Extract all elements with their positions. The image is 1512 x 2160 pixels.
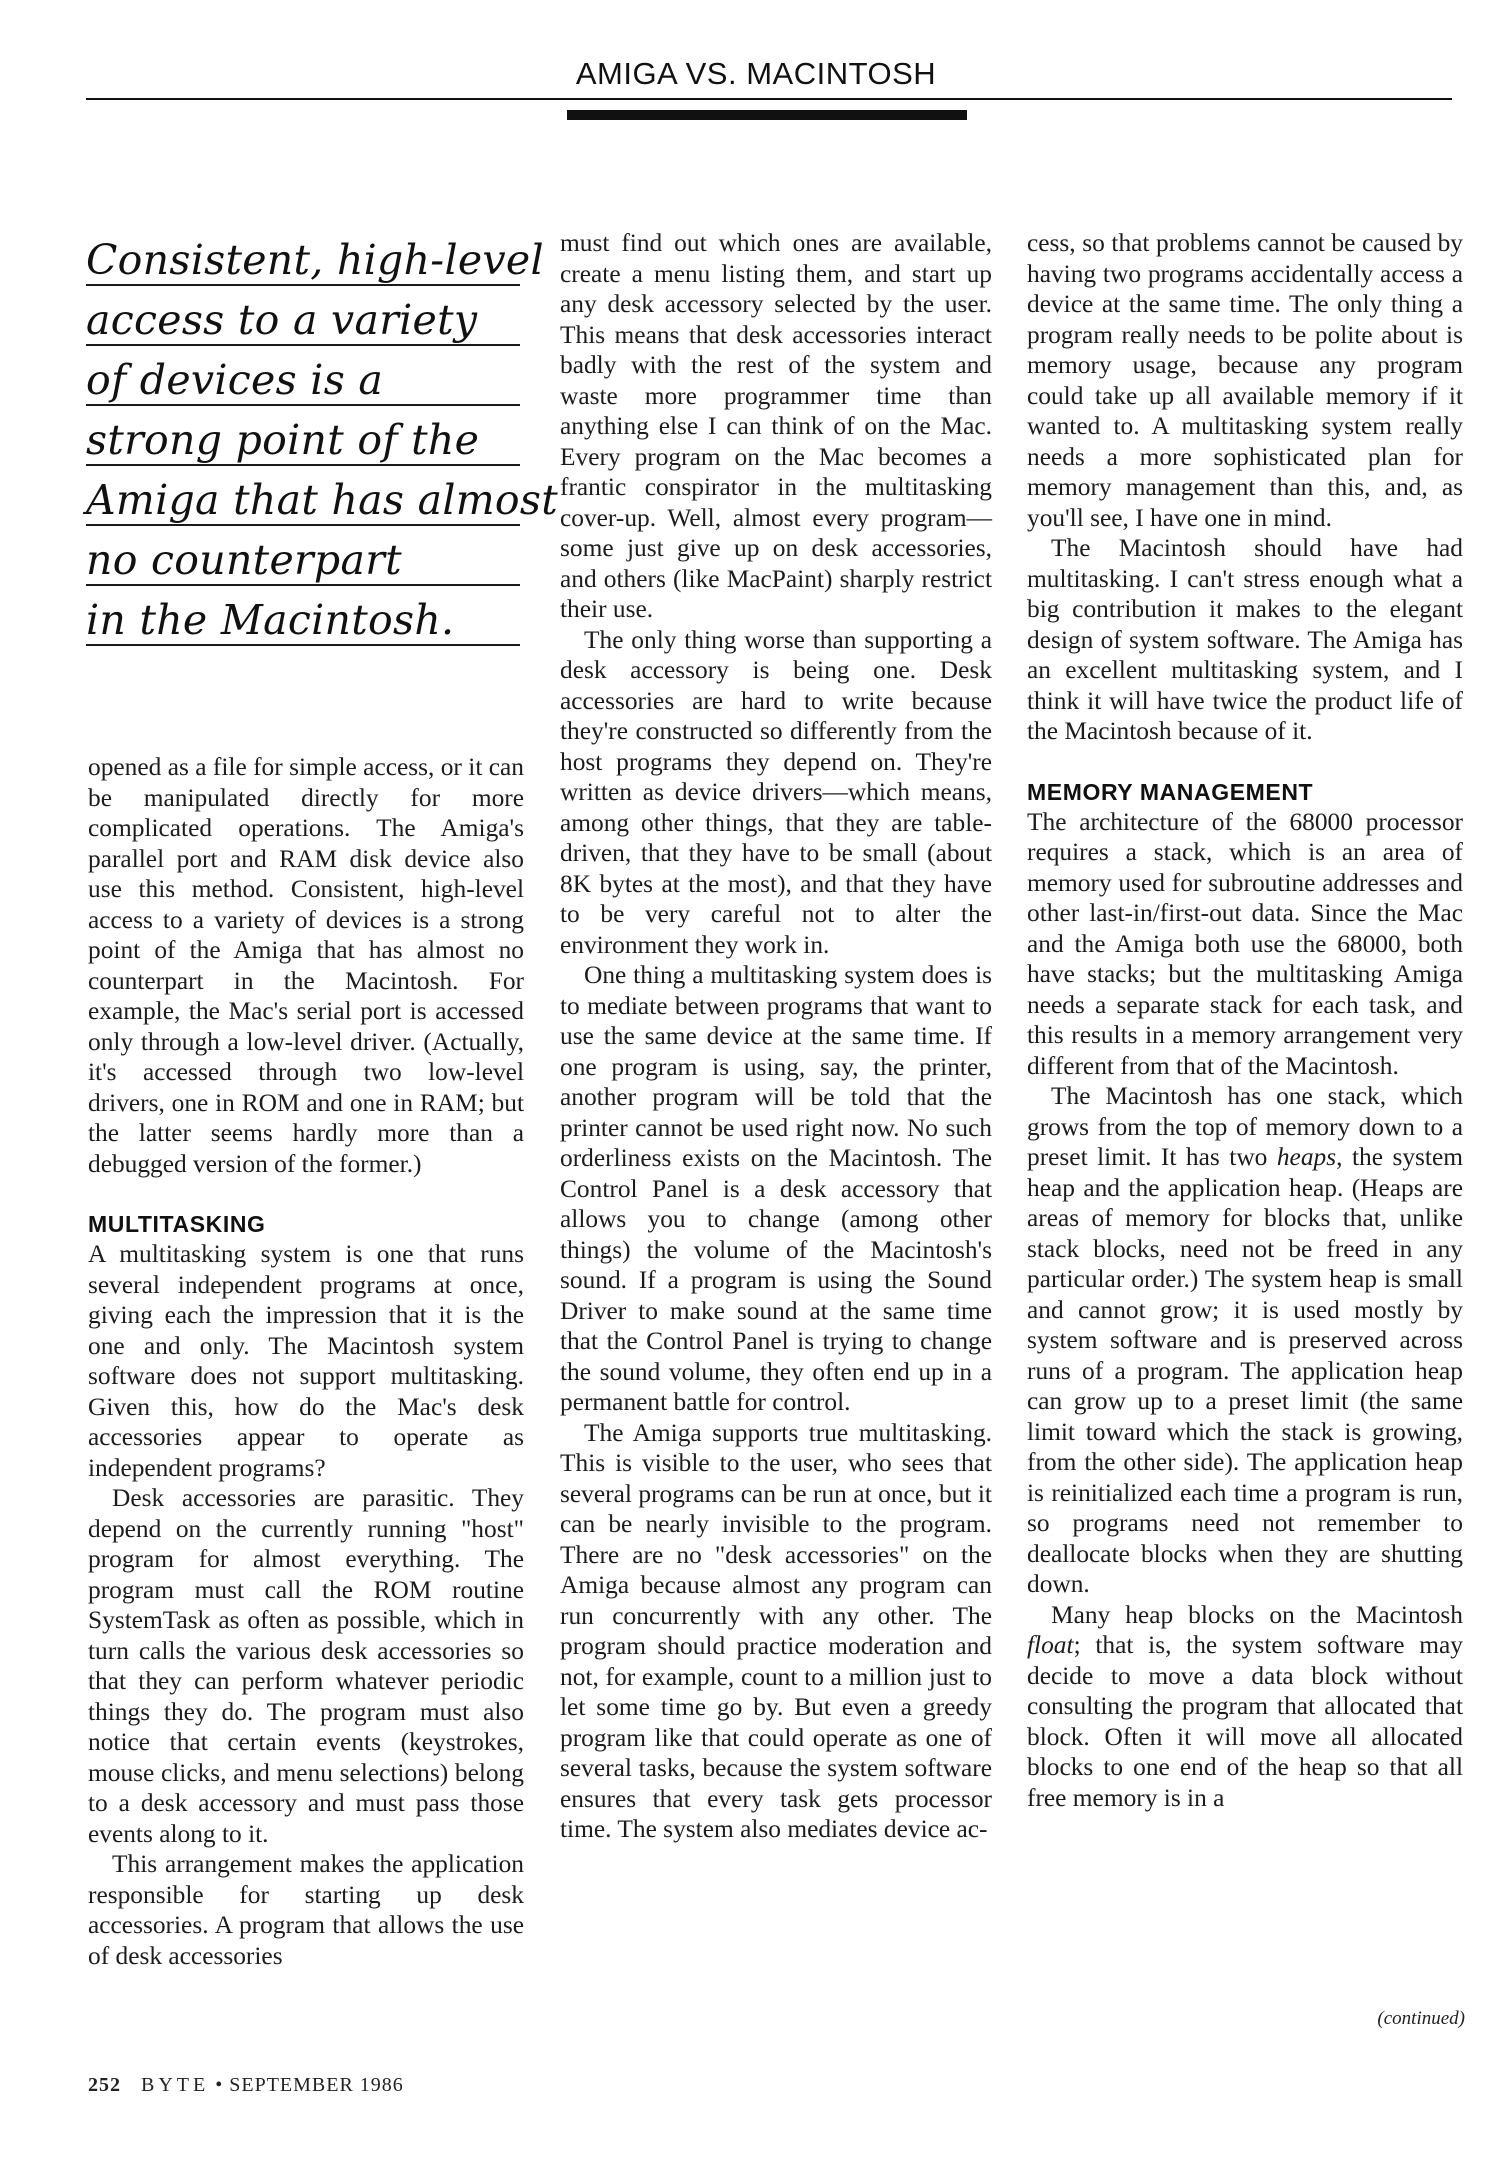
emphasis-heaps: heaps (1276, 1143, 1337, 1171)
text-run: , the system heap and the application heap. (Heaps are areas of memory for blocks that, unlike stack blocks, need not be freed in any particular order.) The system heap is small and cannot grow; it is used mostly by system software and is preserved across runs of a program. The application heap can grow up to a preset limit (the same limit toward which the stack is growing, from the other side). The application heap is reinitialized each time a program is run, so programs need not remember to deallocate blocks when they are shutting down. (1027, 1143, 1463, 1598)
paragraph: The Amiga supports true multitasking. This is visible to the user, who sees that several programs can be run at once, but it can be nearly invisible to the program. There are no "desk accessories" on the Amiga because almost any program can run concurrently with any other. The program should practice moderation and not, for example, count to a million just to let some time go by. But even a greedy program like that could operate as one of several tasks, because the system software ensures that every task gets processor time. The system also mediates device ac- (560, 1418, 992, 1843)
paragraph: The Macintosh should have had multitasking. I can't stress enough what a big contribution it makes to the elegant design of system software. The Amiga has an excellent multitasking system, and I think it will have twice the product life of the Macintosh because of it. (1027, 534, 1463, 745)
column-1 (88, 752, 524, 1971)
column-2 (560, 228, 992, 1845)
header-rule (86, 98, 1452, 100)
page-footer (88, 2074, 404, 2097)
paragraph: A multitasking system is one that runs several independent programs at once, giving each the impression that it is the one and only. The Macintosh system software does not support multitasking. Given this, how do the Mac's desk accessories appear to operate as independent programs? (88, 1240, 524, 1482)
pull-quote-line: Amiga that has almost (86, 466, 520, 526)
pull-quote-line: strong point of the (86, 406, 520, 466)
header-bar (567, 110, 967, 120)
paragraph: The only thing worse than supporting a desk accessory is being one. Desk accessories are hard to write because they're constructed so differently from the host programs they depend on. They're written as device drivers—which means, among other things, that they are table-driven, that they have to be small (about 8K bytes at the most), and that they have to be very careful not to alter the environment they work in. (560, 625, 992, 959)
paragraph (1027, 1600, 1463, 1814)
pull-quote-line: no counterpart (86, 526, 520, 586)
paragraph: Desk accessories are parasitic. They depend on the currently running "host" program for almost everything. The program must call the ROM routine SystemTask as often as possible, which in turn calls the various desk accessories so that they can perform whatever periodic things they do. The program must also notice that certain events (keystrokes, mouse clicks, and menu selections) belong to a desk accessory and must pass those events along to it. (88, 1484, 524, 1848)
pull-quote-line: Consistent, high-level (86, 226, 520, 286)
section-heading-memory-management: MEMORY MANAGEMENT (1027, 778, 1314, 805)
paragraph (1027, 1081, 1463, 1600)
text-run: Many heap blocks on the Macintosh (1051, 1600, 1463, 1629)
paragraph: opened as a file for simple access, or it can be manipulated directly for more complicated operations. The Amiga's parallel port and RAM disk device also use this method. Consistent, high-level access to a variety of devices is a strong point of the Amiga that has almost no counterpart in the Macintosh. For example, the Mac's serial port is accessed only through a low-level driver. (Actually, it's accessed through two low-level drivers, one in ROM and one in RAM; but the latter seems hardly more than a debugged version of the former.) (88, 753, 524, 1178)
text-run: The Macintosh has one stack, which grows from the top of memory down to a preset limit. It has two (1027, 1082, 1463, 1171)
pull-quote-line: access to a variety (86, 286, 520, 346)
paragraph: One thing a multitasking system does is to mediate between programs that want to use the same device at the same time. If one program is using, say, the printer, another program will be told that the printer cannot be used right now. No such orderliness exists on the Macintosh. The Control Panel is a desk accessory that allows you to change (among other things) the volume of the Macintosh's sound. If a program is using the Sound Driver to make sound at the same time that the Control Panel is trying to change the sound volume, they often end up in a permanent battle for control. (560, 961, 992, 1416)
running-head: AMIGA VS. MACINTOSH (575, 56, 937, 91)
pull-quote (86, 226, 559, 646)
page-number: 252 (88, 2074, 121, 2096)
section-heading-multitasking: MULTITASKING (88, 1211, 266, 1237)
pull-quote-line: in the Macintosh. (86, 586, 520, 646)
pull-quote-line: of devices is a (86, 346, 520, 406)
paragraph: The architecture of the 68000 processor requires a stack, which is an area of memory used for subroutine addresses and other last-in/first-out data. Since the Mac and the Amiga both use the 68000, both have stacks; but the multitasking Amiga needs a separate stack for each task, and this results in a memory arrangement very different from that of the Macintosh. (1027, 807, 1463, 1080)
continued-marker: (continued) (1377, 2008, 1465, 2029)
paragraph: cess, so that problems cannot be caused by having two programs accidentally access a device at the same time. The only thing a program really needs to be polite about is memory usage, because any program could take up all available memory if it wanted to. A multitasking system really needs a more sophisticated plan for memory management than this, and, as you'll see, I have one in mind. (1027, 229, 1463, 532)
footer-separator: • (215, 2074, 224, 2096)
column-3 (1027, 228, 1463, 1813)
issue-date: SEPTEMBER 1986 (229, 2074, 404, 2096)
paragraph: This arrangement makes the application responsible for starting up desk accessories. A program that allows the use of desk accessories (88, 1850, 524, 1970)
emphasis-float: float (1027, 1631, 1074, 1659)
magazine-name: BYTE (141, 2074, 210, 2096)
text-run: ; that is, the system software may decide to move a data block without consulting the program that allocated that block. Often it will move all allocated blocks to one end of the heap so that all free memory is in a (1027, 1631, 1463, 1812)
paragraph: must find out which ones are available, create a menu listing them, and start up any desk accessory selected by the user. This means that desk accessories interact badly with the rest of the system and waste more programmer time than anything else I can think of on the Mac. Every program on the Mac becomes a frantic conspirator in the multitasking cover-up. Well, almost every program—some just give up on desk accessories, and others (like MacPaint) sharply restrict their use. (560, 229, 992, 623)
